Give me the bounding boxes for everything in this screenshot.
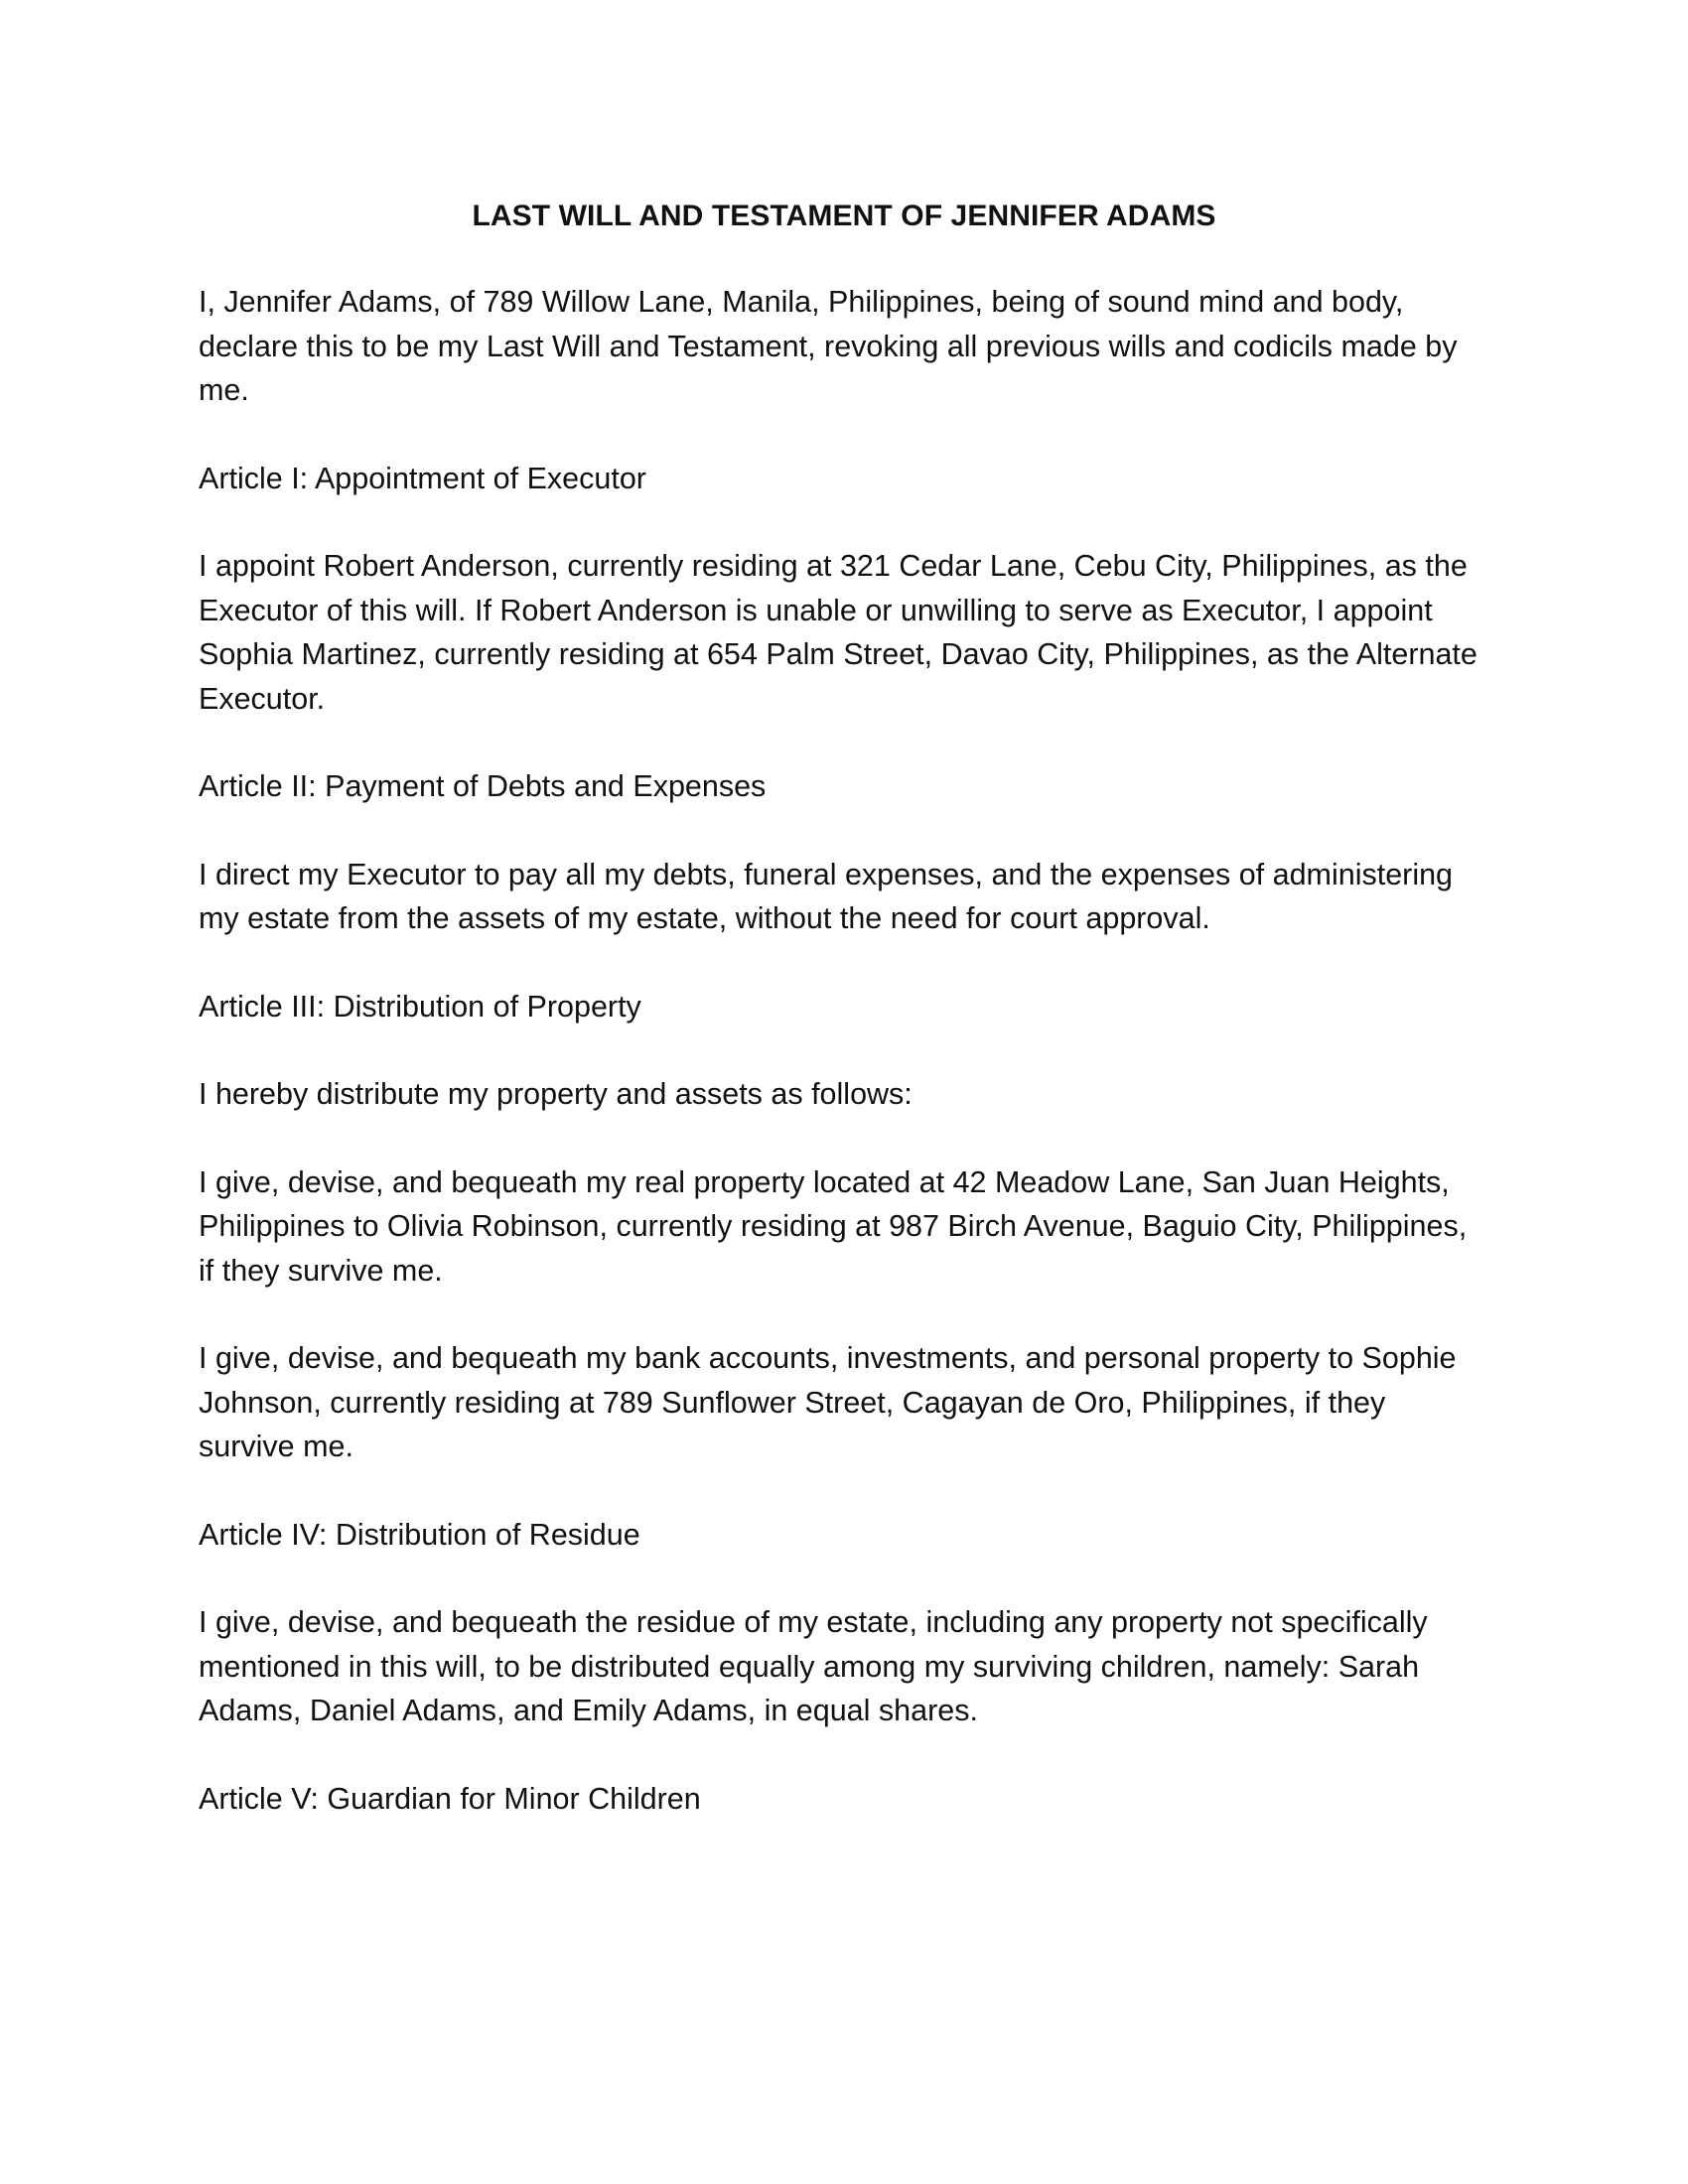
article-1-heading: Article I: Appointment of Executor: [199, 461, 646, 495]
article-3-bequest-2: I give, devise, and bequeath my bank accounts, investments, and personal property to Sophie Johnson, currently residing at 789 Sunflower Street, Cagayan de Oro, Philippines, if they survive me.: [199, 1341, 1457, 1463]
article-1-text: I appoint Robert Anderson, currently residing at 321 Cedar Lane, Cebu City, Philippines, as the Executor of this will. If Robert Anderson is unable or unwilling to serve as Executor, I appoint Sophia Martinez, currently residing at 654 Palm Street, Davao City, Philippines, as the Alternate Executor.: [199, 549, 1477, 716]
article-4-heading: Article IV: Distribution of Residue: [199, 1517, 640, 1552]
article-3-heading: Article III: Distribution of Property: [199, 989, 641, 1024]
document-body: [199, 195, 1489, 1864]
article-2-text: I direct my Executor to pay all my debts, funeral expenses, and the expenses of administering my estate from the assets of my estate, without the need for court approval.: [199, 857, 1454, 935]
article-5-heading: Article V: Guardian for Minor Children: [199, 1781, 701, 1816]
document-title: LAST WILL AND TESTAMENT OF JENNIFER ADAMS: [472, 200, 1216, 232]
article-2-heading: Article II: Payment of Debts and Expenses: [199, 769, 767, 803]
article-4-text: I give, devise, and bequeath the residue of my estate, including any property not specifically mentioned in this will, to be distributed equally among my surviving children, namely: Sarah Adams, Daniel Adams, and Emily Adams, in equal shares.: [199, 1605, 1428, 1727]
intro-paragraph: I, Jennifer Adams, of 789 Willow Lane, Manila, Philippines, being of sound mind and body, declare this to be my Last Will and Testament, revoking all previous wills and codicils made by me.: [199, 285, 1458, 407]
article-3-text: I hereby distribute my property and assets as follows:: [199, 1077, 913, 1111]
article-3-bequest-1: I give, devise, and bequeath my real property located at 42 Meadow Lane, San Juan Heights, Philippines to Olivia Robinson, currently residing at 987 Birch Avenue, Baguio City, Philippines, if they survive me.: [199, 1164, 1468, 1288]
